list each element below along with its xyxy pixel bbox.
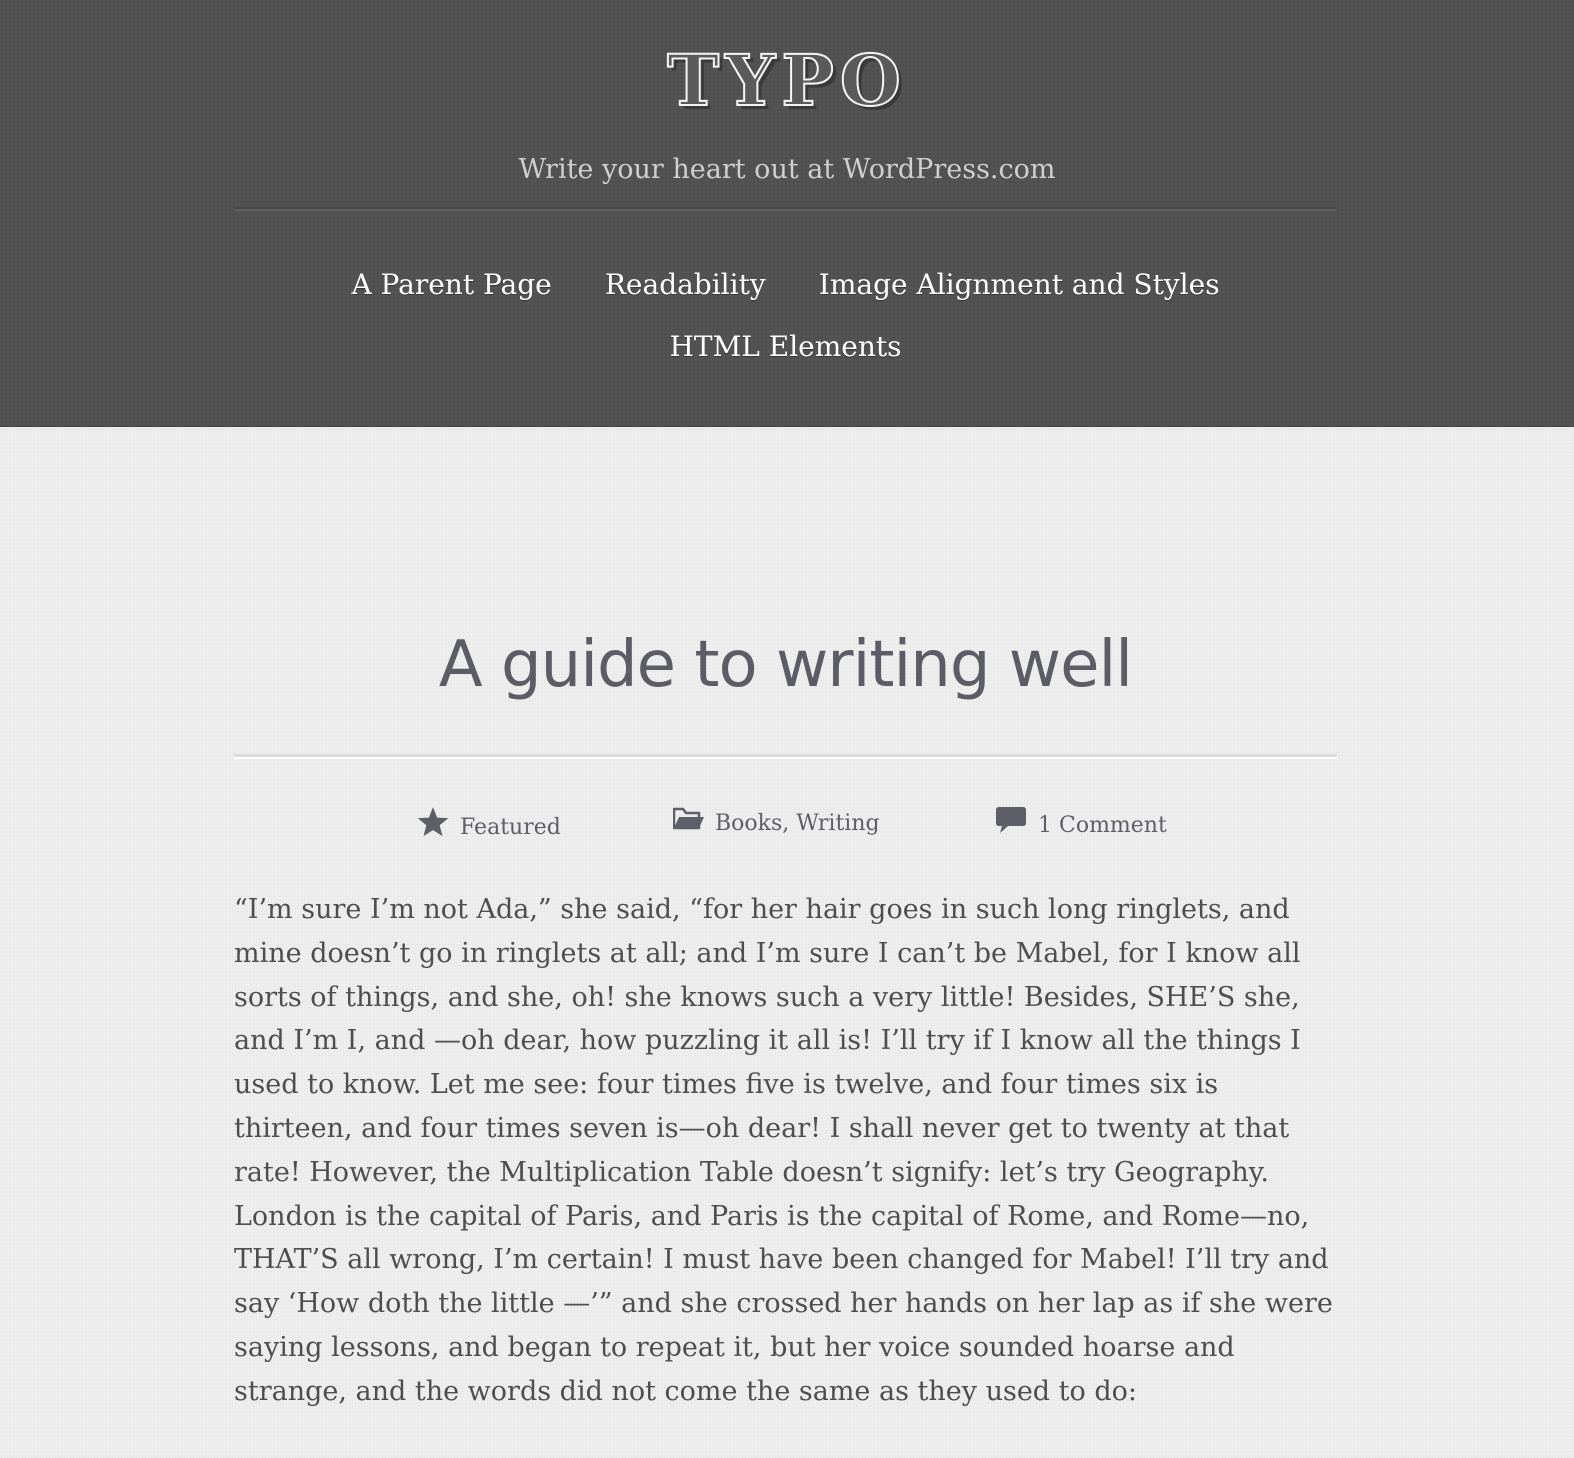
nav-row-1	[234, 258, 1337, 320]
title-divider	[234, 754, 1337, 759]
site-tagline: Write your heart out at WordPress.com	[518, 154, 1056, 185]
category-writing-link[interactable]: Writing	[796, 811, 880, 836]
header-divider	[234, 207, 1337, 211]
nav-item-image-alignment[interactable]: Image Alignment and Styles	[818, 268, 1220, 301]
comments-link[interactable]: 1 Comment	[1038, 813, 1167, 838]
nav-row-2	[234, 320, 1337, 382]
main-navigation	[234, 258, 1337, 382]
comment-bubble-icon	[994, 805, 1028, 847]
post-title[interactable]: A guide to writing well	[438, 628, 1133, 702]
categories-meta	[673, 805, 880, 841]
nav-item-readability[interactable]: Readability	[604, 268, 766, 301]
featured-link[interactable]: Featured	[460, 815, 561, 840]
site-header	[0, 0, 1574, 427]
comments-meta	[994, 805, 1167, 841]
featured-meta	[416, 805, 561, 841]
nav-item-html-elements[interactable]: HTML Elements	[669, 330, 902, 363]
star-icon	[416, 805, 450, 851]
folder-icon	[673, 805, 705, 843]
site-title[interactable]: TYPO	[667, 39, 907, 122]
category-separator: ,	[782, 811, 797, 836]
nav-item-a-parent-page[interactable]: A Parent Page	[351, 268, 552, 301]
post-body: “I’m sure I’m not Ada,” she said, “for her hair goes in such long ringlets, and mine doesn’t go in ringlets at all; and I’m sure I can’t be Mabel, for I know all sorts of things, and she, oh! she knows such a very little! Besides, SHE’S she, and I’m I, and —oh dear, how puzzling it all is! I’ll try if I know all the things I used to know. Let me see: four times five is twelve, and four times six is thirteen, and four times seven is—oh dear! I shall never get to twenty at that rate! However, the Multiplication Table doesn’t signify: let’s try Geography. London is the capital of Paris, and Paris is the capital of Rome, and Rome—no, THAT’S all wrong, I’m certain! I must have been changed for Mabel! I’ll try and say ‘How doth the little —’” and she crossed her hands on her lap as if she were saying lessons, and began to repeat it, but her voice sounded hoarse and strange, and the words did not come the same as they used to do:	[234, 894, 1333, 1407]
category-books-link[interactable]: Books	[715, 811, 783, 836]
